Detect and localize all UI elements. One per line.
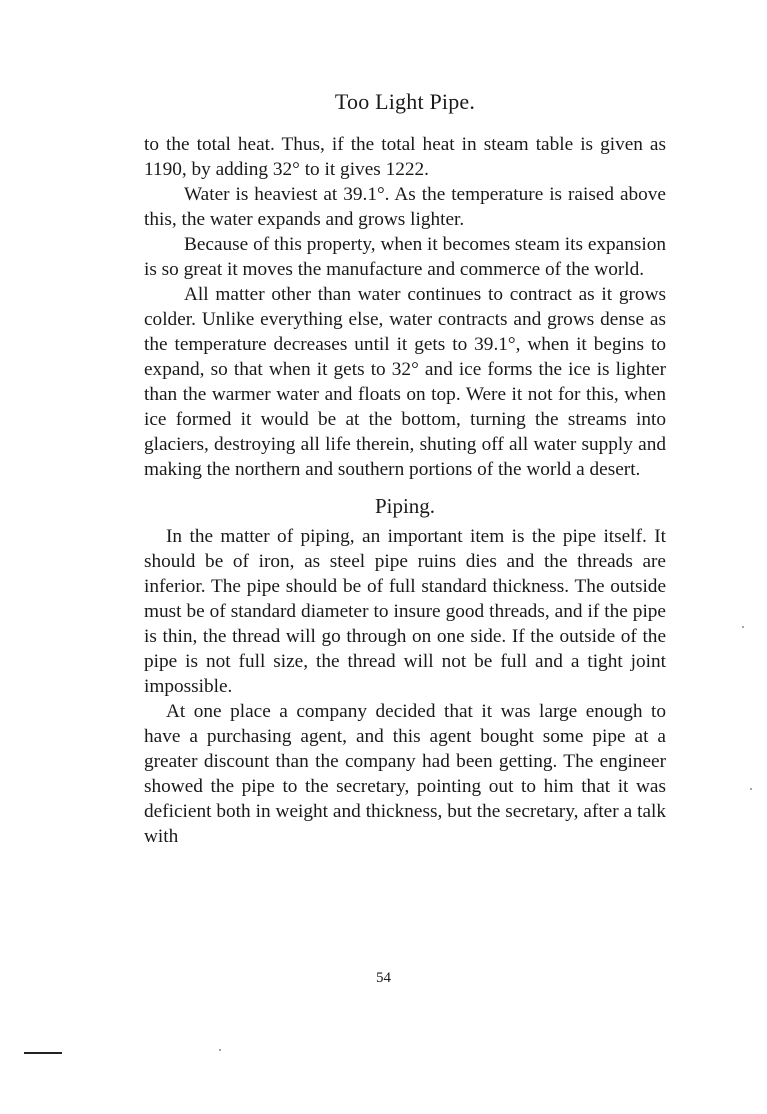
page-number: 54 — [376, 970, 391, 986]
paragraph-4: All matter other than water continues to contract as it grows colder. Unlike everything else, water contracts and grows dense as the temperature decreases until it gets to 39.1°, when it begins to expand, so that when it gets to 32° and ice forms the ice is lighter than the warmer water and floats on top. Were it not for this, when ice formed it would be at the bottom, turning the streams into glaciers, destroying all life therein, shuting off all water supply and making the northern and southern portions of the world a desert. — [144, 284, 666, 480]
paper-speck — [750, 788, 752, 790]
paper-speck — [219, 1049, 221, 1051]
paragraph-6: At one place a company decided that it was large enough to have a purchasing agent, and this agent bought some pipe at a greater discount than the company had been getting. The engineer showed the pipe to the secretary, pointing out to him that it was deficient both in weight and thickness, but the secretary, after a talk with — [144, 701, 666, 847]
paragraph-5: In the matter of piping, an important item is the pipe itself. It should be of iron, as steel pipe ruins dies and the threads are inferior. The pipe should be of full standard thickness. The outside must be of standard diameter to insure good threads, and if the pipe is thin, the thread will go through on one side. If the outside of the pipe is not full size, the thread will not be full and a tight joint impossible. — [144, 526, 666, 697]
paper-speck — [742, 626, 744, 628]
paragraph-2: Water is heaviest at 39.1°. As the temperature is raised above this, the water expands and grows lighter. — [144, 184, 666, 230]
paragraph-1: to the total heat. Thus, if the total heat in steam table is given as 1190, by adding 32° to it gives 1222. — [144, 134, 666, 180]
running-head: Too Light Pipe. — [334, 89, 476, 114]
section-heading-piping: Piping. — [374, 494, 436, 518]
page-body — [144, 84, 666, 849]
paragraph-3: Because of this property, when it becomes steam its expansion is so great it moves the manufacture and commerce of the world. — [144, 234, 666, 280]
margin-rule-mark — [24, 1052, 62, 1054]
